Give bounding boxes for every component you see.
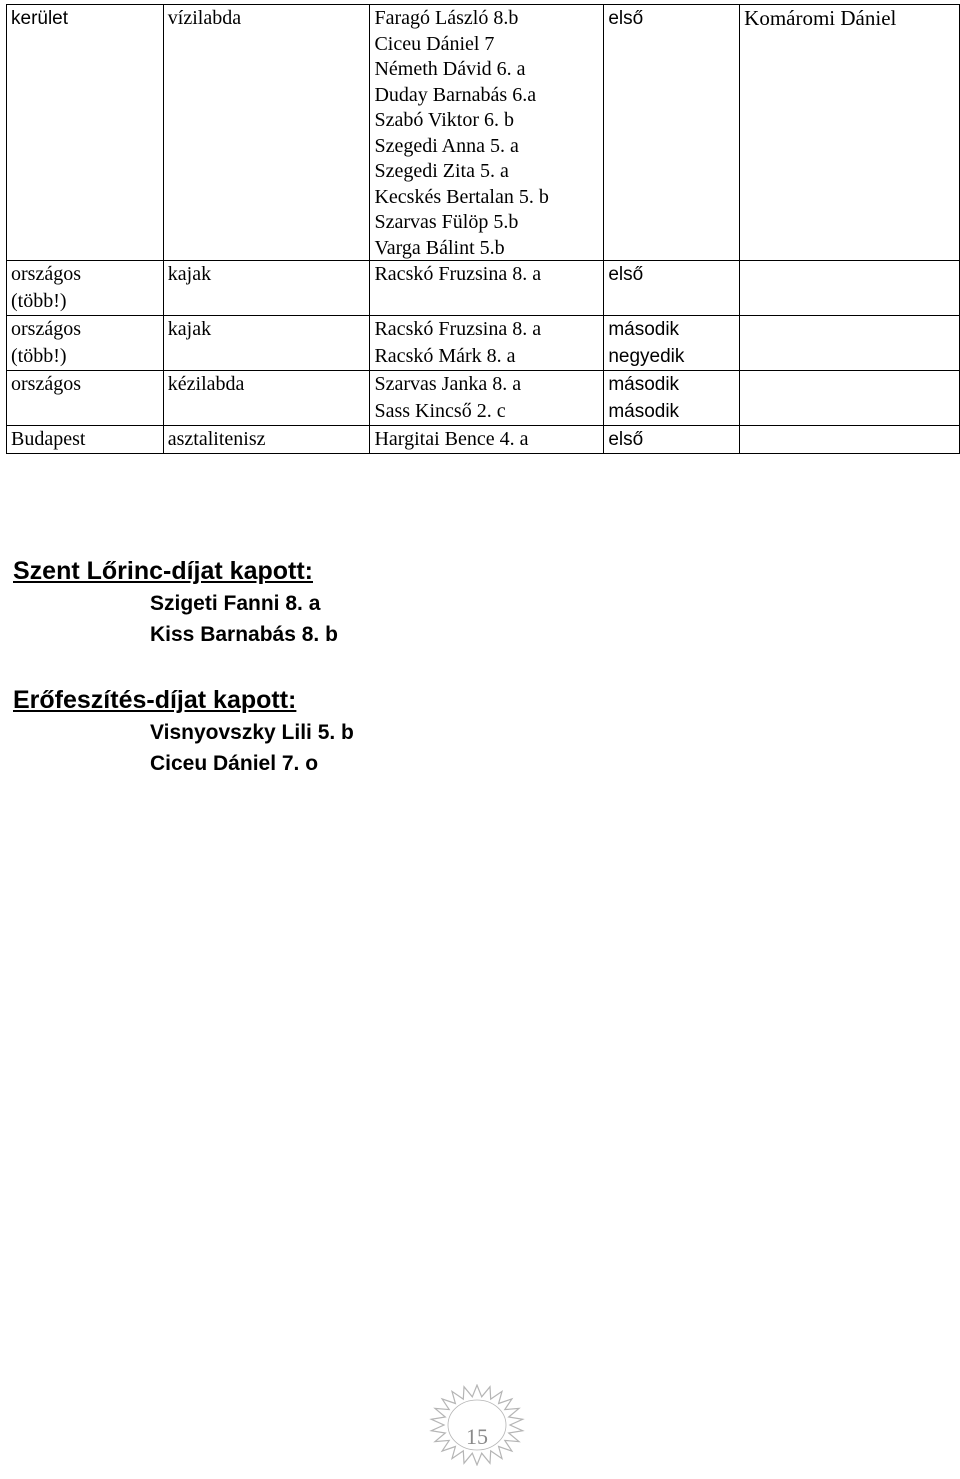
cell-line: második	[608, 374, 680, 395]
table-row	[7, 5, 960, 261]
award-recipient: Kiss Barnabás 8. b	[150, 623, 338, 646]
results-table	[6, 4, 960, 454]
level-cell	[7, 261, 164, 316]
cell-line: országos	[11, 373, 81, 395]
award-recipient: Szigeti Fanni 8. a	[150, 592, 321, 615]
cell-line: Racskó Fruzsina 8. a	[374, 318, 542, 340]
teacher-cell	[740, 426, 960, 454]
cell-line: Duday Barnabás 6.a	[374, 83, 537, 106]
sport-cell	[163, 371, 370, 426]
table-row	[7, 261, 960, 316]
cell-line: első	[608, 8, 644, 29]
sport-cell	[163, 261, 370, 316]
cell-line: Racskó Fruzsina 8. a	[374, 263, 542, 285]
cell-line: Varga Bálint 5.b	[374, 236, 505, 259]
award-heading-szent-lorinc: Szent Lőrinc-díjat kapott:	[13, 557, 313, 585]
cell-line: Szegedi Zita 5. a	[374, 160, 509, 182]
table-row	[7, 371, 960, 426]
cell-line: Hargitai Bence 4. a	[374, 428, 529, 450]
cell-line: Kecskés Bertalan 5. b	[374, 185, 549, 208]
cell-line: első	[608, 429, 644, 450]
teacher-cell	[740, 261, 960, 316]
place-cell	[604, 371, 740, 426]
cell-line	[744, 426, 959, 453]
cell-line: első	[608, 264, 644, 285]
cell-line: Racskó Márk 8. a	[374, 345, 516, 367]
students-cell	[370, 426, 604, 454]
cell-line: országos	[11, 318, 81, 340]
place-cell	[604, 261, 740, 316]
cell-line: Németh Dávid 6. a	[374, 58, 526, 80]
level-cell	[7, 316, 164, 371]
teacher-cell	[740, 5, 960, 261]
cell-line: kajak	[167, 263, 212, 285]
cell-line: Komáromi Dániel	[744, 6, 897, 30]
cell-line	[744, 261, 959, 288]
cell-line: (több!)	[11, 290, 67, 312]
cell-line: Budapest	[11, 428, 86, 450]
cell-line: Szegedi Anna 5. a	[374, 134, 519, 157]
place-cell	[604, 426, 740, 454]
cell-line: asztalitenisz	[167, 428, 266, 450]
cell-line: országos	[11, 263, 81, 285]
cell-line: második	[608, 401, 680, 422]
cell-line: Szabó Viktor 6. b	[374, 109, 514, 131]
place-cell	[604, 5, 740, 261]
award-recipient: Visnyovszky Lili 5. b	[150, 721, 354, 744]
cell-line: vízilabda	[167, 7, 242, 29]
cell-line: második	[608, 319, 680, 340]
page-number: 15	[466, 1424, 488, 1449]
cell-line: Ciceu Dániel 7	[374, 32, 495, 55]
students-cell	[370, 371, 604, 426]
cell-line	[744, 316, 959, 343]
sport-cell	[163, 316, 370, 371]
cell-line: (több!)	[11, 345, 67, 367]
teacher-cell	[740, 371, 960, 426]
table-row	[7, 316, 960, 371]
cell-line: kézilabda	[167, 373, 245, 395]
place-cell	[604, 316, 740, 371]
award-heading-erofeszites: Erőfeszítés-díjat kapott:	[13, 686, 297, 714]
sport-cell	[163, 426, 370, 454]
level-cell	[7, 426, 164, 454]
cell-line: Faragó László 8.b	[374, 7, 519, 29]
cell-line: kerület	[11, 8, 69, 29]
sport-cell	[163, 5, 370, 261]
cell-line: negyedik	[608, 346, 685, 367]
cell-line: Sass Kincső 2. c	[374, 400, 506, 422]
level-cell	[7, 5, 164, 261]
table-row	[7, 426, 960, 454]
students-cell	[370, 316, 604, 371]
level-cell	[7, 371, 164, 426]
cell-line	[744, 371, 959, 398]
cell-line: kajak	[167, 318, 212, 340]
award-recipient: Ciceu Dániel 7. o	[150, 752, 319, 775]
cell-line: Szarvas Fülöp 5.b	[374, 211, 519, 233]
students-cell	[370, 5, 604, 261]
cell-line: Szarvas Janka 8. a	[374, 373, 522, 395]
students-cell	[370, 261, 604, 316]
teacher-cell	[740, 316, 960, 371]
